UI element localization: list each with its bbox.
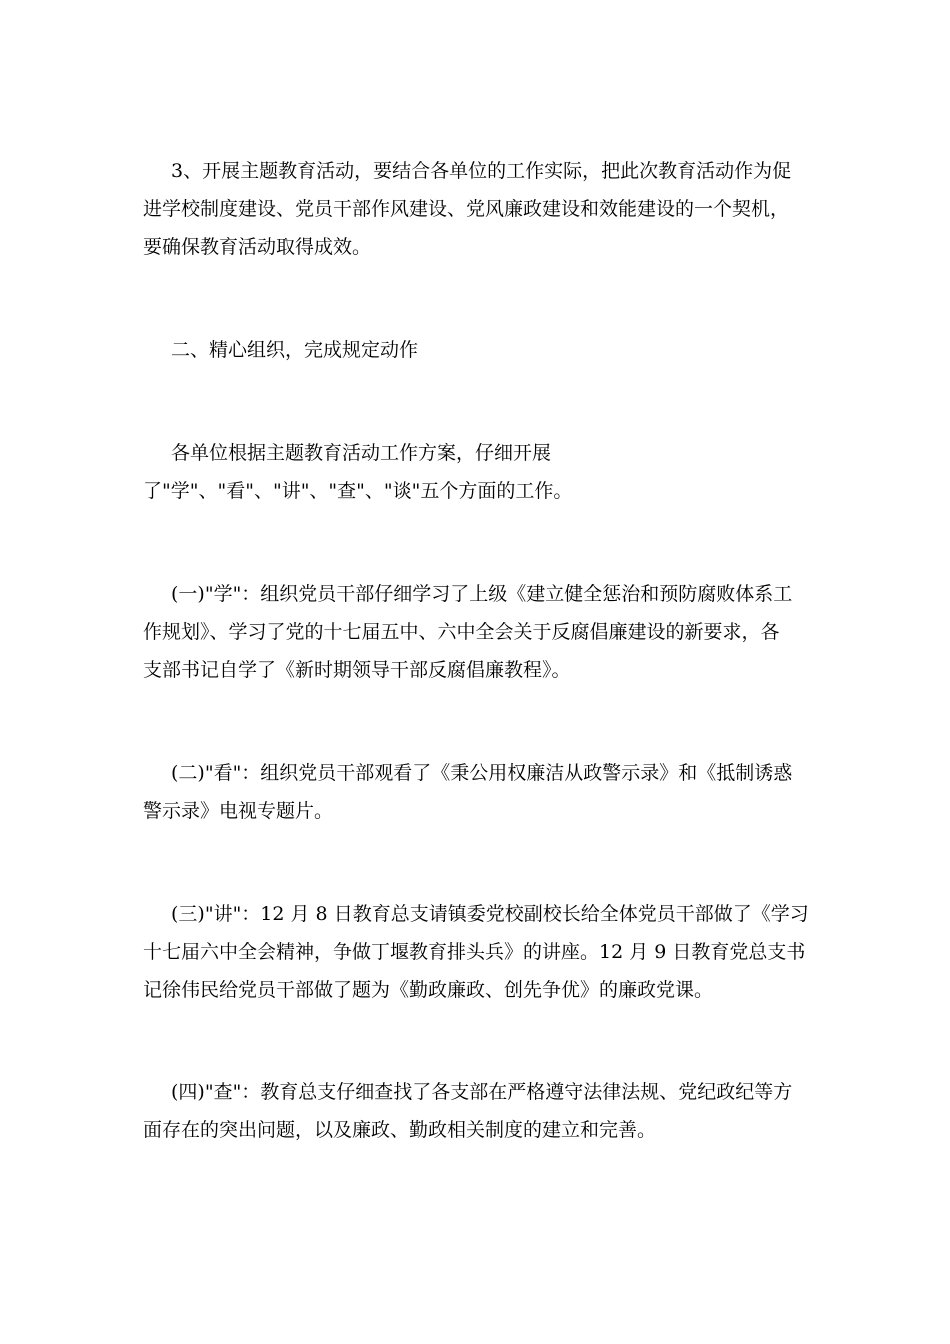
text-line: 记徐伟民给党员干部做了题为《勤政廉政、创先争优》的廉政党课。 bbox=[143, 979, 714, 1001]
text-line: (二)"看"：组织党员干部观看了《秉公用权廉洁从政警示录》和《抵制诱惑 bbox=[171, 762, 793, 784]
paragraph-lecture bbox=[143, 895, 809, 1009]
section-heading bbox=[143, 331, 809, 369]
text-line: 十七届六中全会精神，争做丁堰教育排头兵》的讲座。12 月 9 日教育党总支书 bbox=[143, 941, 806, 963]
text-line: 3、开展主题教育活动，要结合各单位的工作实际，把此次教育活动作为促 bbox=[171, 160, 792, 182]
text-line: 了"学"、"看"、"讲"、"查"、"谈"五个方面的工作。 bbox=[143, 480, 573, 502]
text-line: 进学校制度建设、党员干部作风建设、党风廉政建设和效能建设的一个契机， bbox=[143, 198, 790, 220]
paragraph-watch bbox=[143, 754, 809, 830]
text-line: 作规划》、学习了党的十七届五中、六中全会关于反腐倡廉建设的新要求，各 bbox=[143, 621, 780, 643]
text-line: (四)"查"：教育总支仔细查找了各支部在严格遵守法律法规、党纪政纪等方 bbox=[171, 1081, 793, 1103]
text-line: 支部书记自学了《新时期领导干部反腐倡廉教程》。 bbox=[143, 659, 571, 681]
text-line: 面存在的突出问题，以及廉政、勤政相关制度的建立和完善。 bbox=[143, 1119, 657, 1141]
text-line: 二、精心组织，完成规定动作 bbox=[171, 339, 419, 361]
text-line: (三)"讲"：12 月 8 日教育总支请镇委党校副校长给全体党员干部做了《学习 bbox=[171, 903, 809, 925]
paragraph-item-3 bbox=[143, 152, 809, 266]
text-line: (一)"学"：组织党员干部仔细学习了上级《建立健全惩治和预防腐败体系工 bbox=[171, 583, 793, 605]
paragraph-study bbox=[143, 575, 809, 689]
paragraph-inspect bbox=[143, 1073, 809, 1149]
text-line: 要确保教育活动取得成效。 bbox=[143, 236, 372, 258]
text-line: 警示录》电视专题片。 bbox=[143, 800, 334, 822]
paragraph-intro bbox=[143, 434, 809, 510]
text-line: 各单位根据主题教育活动工作方案，仔细开展 bbox=[171, 442, 552, 464]
